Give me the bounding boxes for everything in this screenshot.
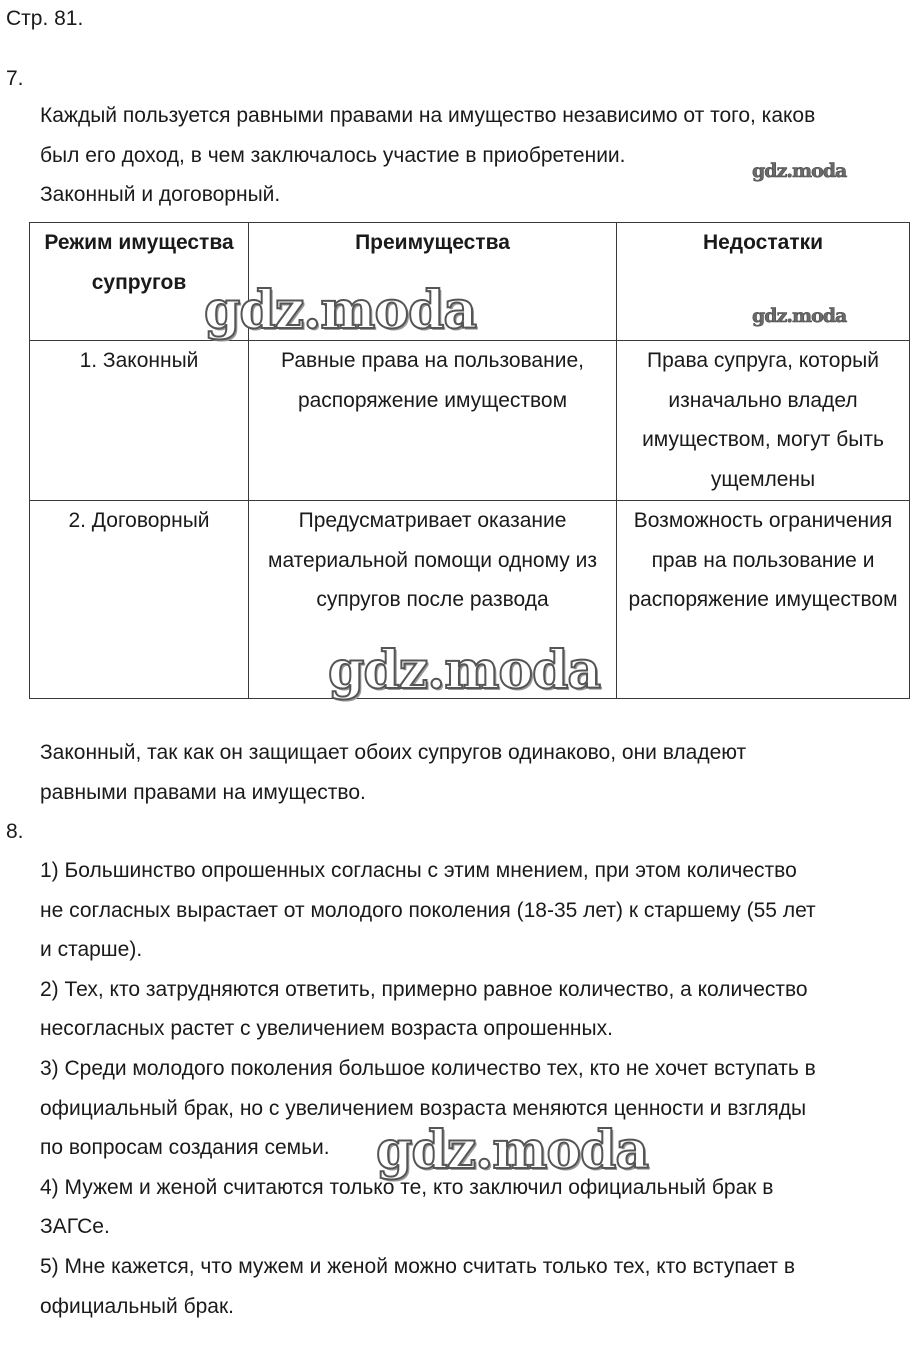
answer-line: официальный брак, но с увеличением возраста меняются ценности и взгляды [40,1096,807,1120]
cell-advantages: Предусматривает оказание материальной помощи одному из супругов после развода [249,501,617,699]
watermark: gdz.moda [752,305,847,327]
answer-line: официальный брак. [40,1294,234,1318]
conclusion-line: равными правами на имущество. [40,780,366,804]
task-7-intro [40,96,900,215]
answer-line: 4) Мужем и женой считаются только те, кто заключил официальный брак в [40,1175,774,1199]
watermark: gdz.moda [204,280,477,341]
cell-regime: 2. Договорный [30,501,249,699]
cell-disadvantages: Права супруга, который изначально владел имуществом, могут быть ущемлены [617,341,910,501]
table-row [30,341,910,501]
answer-line: 1) Большинство опрошенных согласны с этим мнением, при этом количество [40,859,797,882]
answer-line: 3) Среди молодого поколения большое количество тех, кто не хочет вступать в [40,1056,816,1080]
cell-advantages: Равные права на пользование, распоряжение имуществом [249,341,617,501]
conclusion-line: Законный, так как он защищает обоих супругов одинаково, они владеют [40,741,747,764]
answer-line: не согласных вырастает от молодого поколения (18-35 лет) к старшему (55 лет [40,898,816,922]
intro-line: Каждый пользуется равными правами на имущество независимо от того, каков [40,104,816,127]
answer-line: по вопросам создания семьи. [40,1136,330,1160]
answer-line: 5) Мне кажется, что мужем и женой можно считать только тех, кто вступает в [40,1254,795,1278]
task-8-answers [40,851,900,1326]
header-regime: Режим имущества супругов [30,223,249,341]
answer-line: ЗАГСе. [40,1215,110,1239]
page-label: Стр. 81. [6,7,84,30]
watermark: gdz.moda [328,640,601,701]
task-7-conclusion [40,733,900,812]
task-7-number: 7. [6,67,24,90]
watermark: gdz.moda [376,1120,649,1181]
property-regime-table [29,222,910,699]
answer-line: 2) Тех, кто затрудняются ответить, примерно равное количество, а количество [40,977,808,1001]
header-disadvantages: Недостатки [617,223,910,341]
cell-disadvantages: Возможность ограничения прав на пользование и распоряжение имуществом [617,501,910,699]
table-header-row [30,223,910,341]
cell-regime: 1. Законный [30,341,249,501]
answer-line: и старше). [40,938,143,962]
intro-line: был его доход, в чем заключалось участие в приобретении. [40,143,626,167]
intro-line: Законный и договорный. [40,183,281,207]
task-8-number: 8. [6,820,24,843]
header-advantages: Преимущества [249,223,617,341]
watermark: gdz.moda [752,160,847,182]
table-row [30,501,910,699]
answer-line: несогласных растет с увеличением возраста опрошенных. [40,1017,613,1041]
